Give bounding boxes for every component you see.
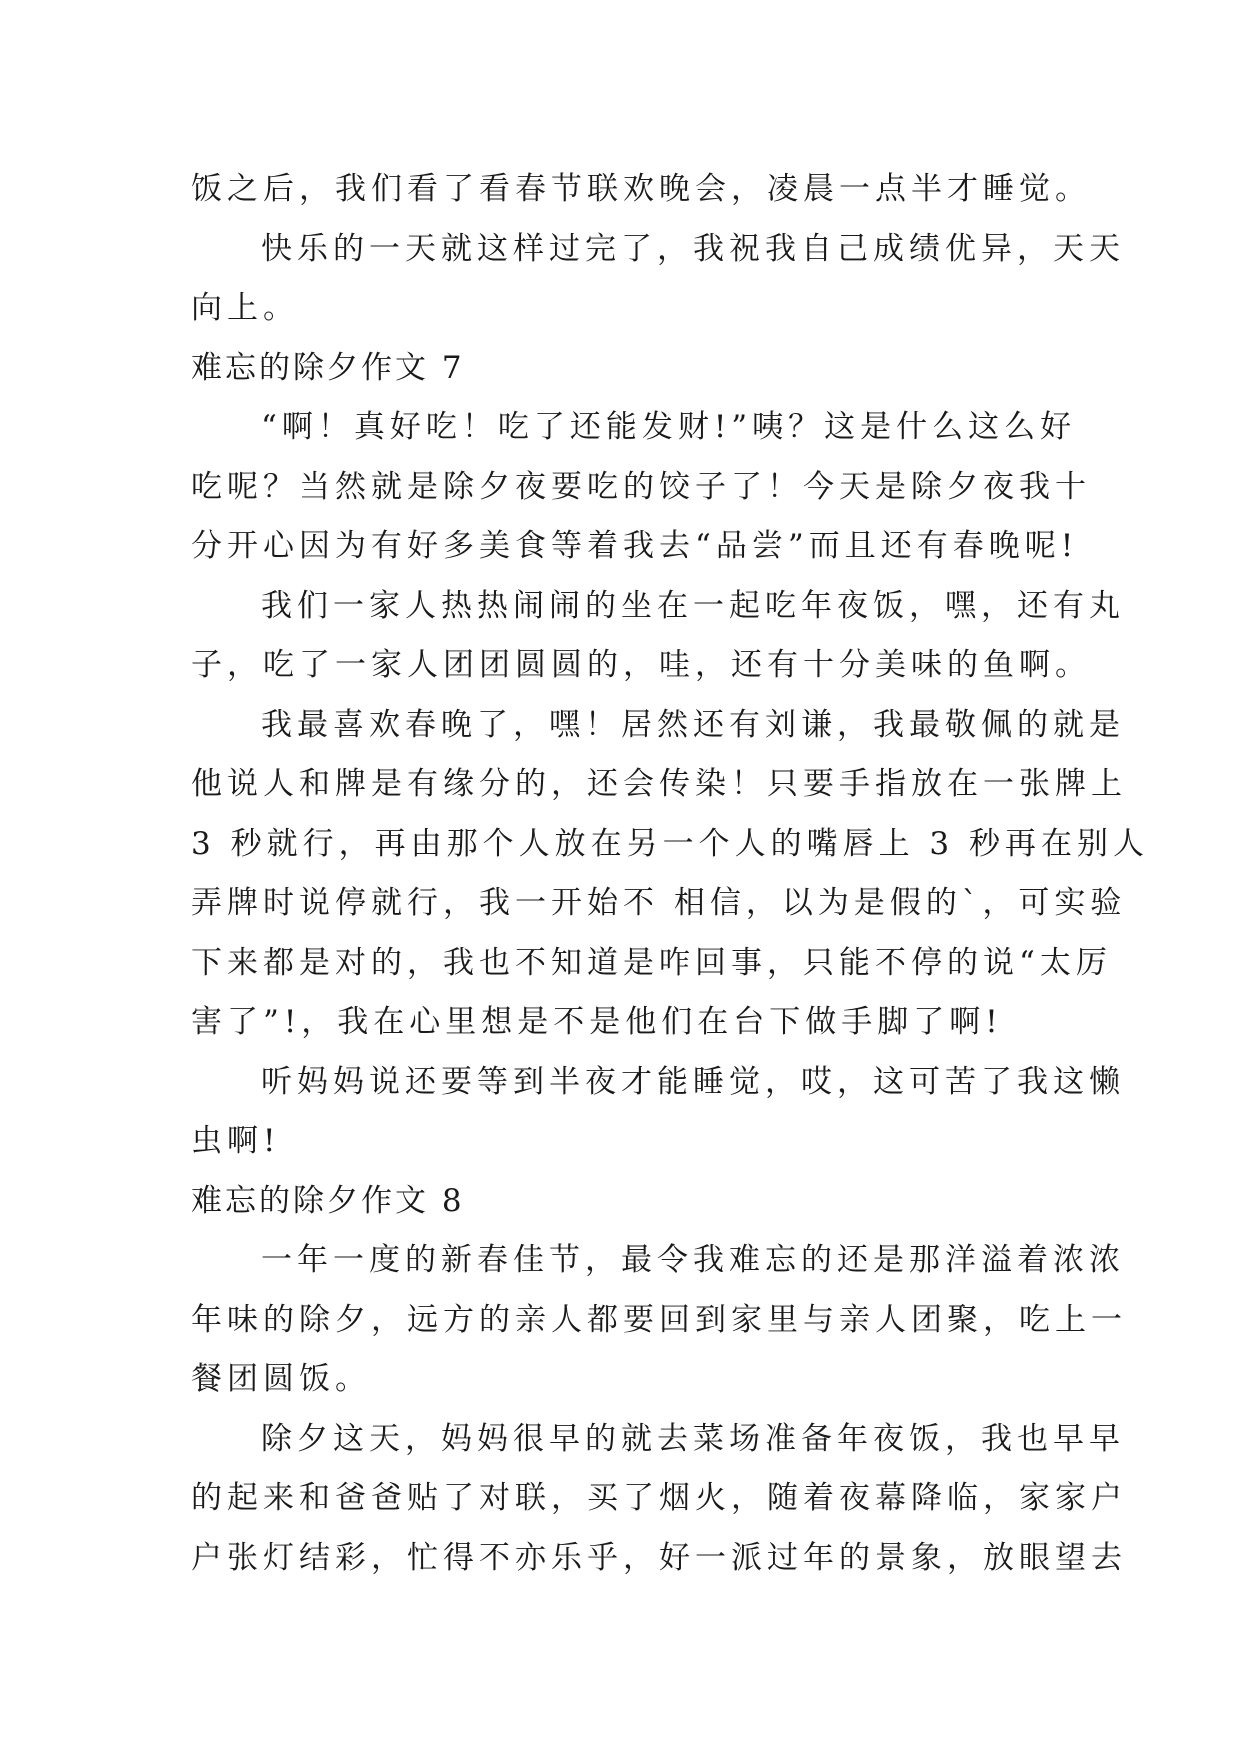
paragraph-line: 餐团圆饭。 — [191, 1361, 371, 1397]
paragraph-line: 分开心因为有好多美食等着我去“品尝”而且还有春晚呢! — [191, 528, 1079, 564]
paragraph-first-line: 一年一度的新春佳节，最令我难忘的还是那洋溢着浓浓 — [261, 1242, 1125, 1278]
paragraph-first-line: 我最喜欢春晚了，嘿！居然还有刘谦，我最敬佩的就是 — [261, 706, 1125, 743]
paragraph-line: 害了”!，我在心里想是不是他们在台下做手脚了啊! — [191, 1004, 1003, 1040]
paragraph-line: 弄牌时说停就行，我一开始不 相信，以为是假的`，可实验 — [191, 885, 1127, 921]
paragraph-line: 他说人和牌是有缘分的，还会传染！只要手指放在一张牌上 — [191, 766, 1127, 802]
paragraph-line: 年味的除夕，远方的亲人都要回到家里与亲人团聚，吃上一 — [191, 1301, 1127, 1338]
paragraph-first-line: “啊！真好吃！吃了还能发财!”咦？这是什么这么好 — [261, 409, 1077, 445]
paragraph-line: 虫啊! — [191, 1123, 281, 1159]
paragraph-line: 下来都是对的，我也不知道是咋回事，只能不停的说“太厉 — [191, 944, 1112, 981]
paragraph-line: 向上。 — [191, 290, 299, 326]
paragraph-line: 户张灯结彩，忙得不亦乐乎，好一派过年的景象，放眼望去 — [191, 1539, 1127, 1576]
document-body — [191, 160, 1150, 1588]
paragraph-line: 3 秒就行，再由那个人放在另一个人的嘴唇上 3 秒再在别人 — [191, 825, 1150, 862]
section-heading: 难忘的除夕作文 8 — [191, 1182, 465, 1219]
paragraph-first-line: 听妈妈说还要等到半夜才能睡觉，哎，这可苦了我这懒 — [261, 1063, 1125, 1100]
paragraph-first-line: 我们一家人热热闹闹的坐在一起吃年夜饭，嘿，还有丸 — [261, 587, 1125, 624]
paragraph-first-line: 除夕这天，妈妈很早的就去菜场准备年夜饭，我也早早 — [261, 1420, 1125, 1457]
paragraph-line: 的起来和爸爸贴了对联，买了烟火，随着夜幕降临，家家户 — [191, 1480, 1127, 1516]
paragraph-line: 吃呢？当然就是除夕夜要吃的饺子了！今天是除夕夜我十 — [191, 468, 1091, 505]
section-heading: 难忘的除夕作文 7 — [191, 349, 465, 386]
paragraph-first-line: 快乐的一天就这样过完了，我祝我自己成绩优异，天天 — [261, 230, 1125, 267]
paragraph-line: 饭之后，我们看了看春节联欢晚会，凌晨一点半才睡觉。 — [191, 171, 1091, 207]
paragraph-line: 子，吃了一家人团团圆圆的，哇，还有十分美味的鱼啊。 — [191, 647, 1091, 683]
